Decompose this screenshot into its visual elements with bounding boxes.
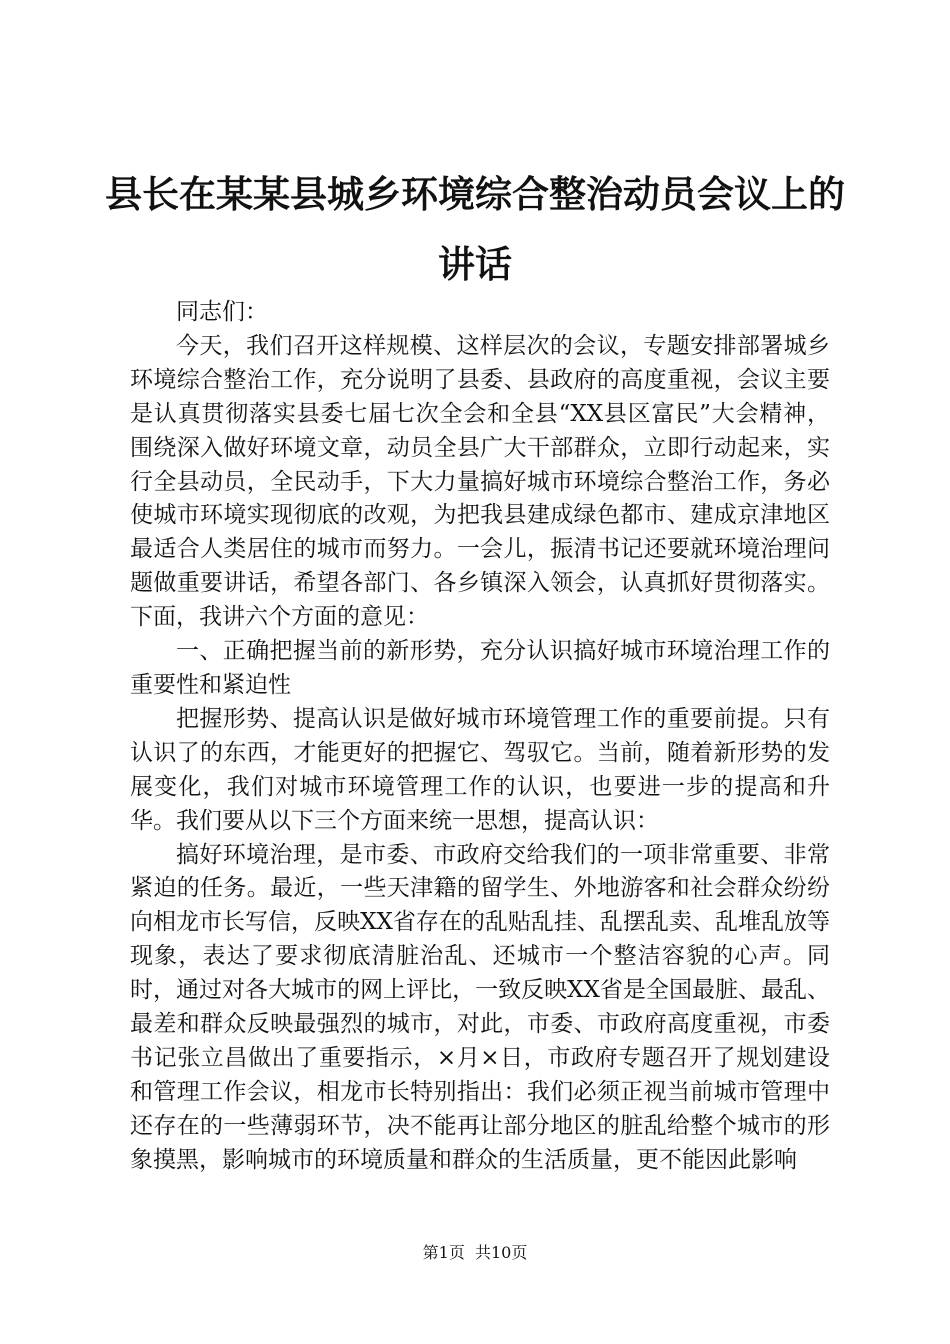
- body-paragraph: 今天，我们召开这样规模、这样层次的会议，专题安排部署城乡环境综合整治工作，充分说明了县委、县政府的高度重视，会议主要是认真贯彻落实县委七届七次全会和全县“XX县区富民”大会精神，围绕深入做好环境文章，动员全县广大干部群众，立即行动起来，实行全县动员，全民动手，下大力量搞好城市环境综合整治工作，务必使城市环境实现彻底的改观，为把我县建成绿色都市、建成京津地区最适合人类居住的城市而努力。一会儿，振清书记还要就环境治理问题做重要讲话，希望各部门、各乡镇深入领会，认真抓好贯彻落实。下面，我讲六个方面的意见：: [130, 332, 830, 631]
- section-heading: 一、正确把握当前的新形势，充分认识搞好城市环境治理工作的重要性和紧迫性: [130, 638, 830, 698]
- title-line-1: 县长在某某县城乡环境综合整治动员会议上的: [105, 173, 845, 216]
- salutation: 同志们：: [176, 299, 268, 325]
- title-line-2: 讲话: [438, 243, 512, 286]
- body-paragraph: 搞好环境治理，是市委、市政府交给我们的一项非常重要、非常紧迫的任务。最近，一些天津籍的留学生、外地游客和社会群众纷纷向相龙市长写信，反映XX省存在的乱贴乱挂、乱摆乱卖、乱堆乱放等现象，表达了要求彻底清脏治乱、还城市一个整洁容貌的心声。同时，通过对各大城市的网上评比，一致反映XX省是全国最脏、最乱、最差和群众反映最强烈的城市，对此，市委、市政府高度重视，市委书记张立昌做出了重要指示，×月×日，市政府专题召开了规划建设和管理工作会议，相龙市长特别指出：我们必须正视当前城市管理中还存在的一些薄弱环节，决不能再让部分地区的脏乱给整个城市的形象摸黑，影响城市的环境质量和群众的生活质量，更不能因此影响: [130, 841, 830, 1173]
- document-title: [100, 160, 850, 300]
- page-footer: [0, 1243, 950, 1263]
- document-body: [130, 296, 830, 1178]
- page-number: 第1页 共10页: [422, 1243, 528, 1262]
- body-paragraph: 把握形势、提高认识是做好城市环境管理工作的重要前提。只有认识了的东西，才能更好的把握它、驾驭它。当前，随着新形势的发展变化，我们对城市环境管理工作的认识，也要进一步的提高和升华。我们要从以下三个方面来统一思想，提高认识：: [130, 705, 830, 834]
